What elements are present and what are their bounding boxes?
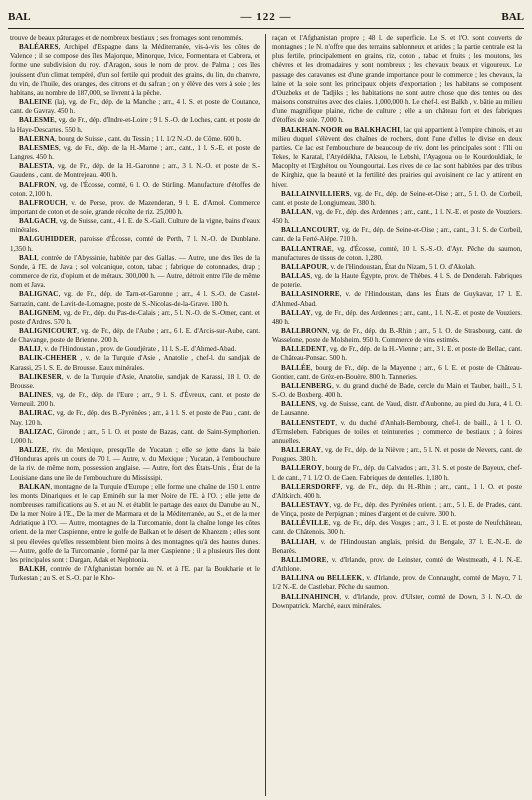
- dictionary-entry: [10, 373, 260, 391]
- entry-text: , vg. de Fr., dép. des B.-Pyrénées ; arr., à 1 l. S. et poste de Pau , cant. de Nay. 120 h.: [10, 409, 260, 427]
- dictionary-entry: [272, 272, 522, 290]
- entry-headword: BALLINAHINCH: [281, 592, 340, 601]
- entry-text: , v. de la Turquie d'Asie , Anatolie , chef-l. du sandjak de Karassi, 25 l. S. E. de Brousse. Eaux minérales.: [10, 354, 260, 372]
- dictionary-entry: [10, 43, 260, 98]
- entry-text: , vg. de Fr., dép. des Ardennes ; arr., cant., 1 l. N.-E. et poste de Vouziers. 480 h.: [272, 308, 522, 326]
- entry-headword: BALIZAC: [19, 427, 53, 436]
- header-left-word: BAL: [8, 11, 31, 23]
- entry-text: , v. d'Irlande, prov. de Connaught, comté de Mayo, 7 l. 1/2 N.-E. de Castlebar. Pêche du saumon.: [272, 574, 522, 592]
- entry-text: , vg. de Fr., dép. de la H.-Vienne ; arr., 3 l. E. et poste de Bellac, cant. de Château-Ponsac. 500 h.: [272, 345, 522, 363]
- entry-text: , montagne de la Turquie d'Europe ; elle forme une chaîne de 150 l. entre les monts Dinariques et le cap Eminéh sur la mer Noire de l'E. à l'O. ; elle jette de nombreuses ramifications au S. et au N. et établit le partage des eaux du Danube au N., De la mer Noire à l'E., De la mer de Marmara et de la Méditerranée, au S., et de la mer Adriatique à l'O. — Autre, montagnes de la Turcomanie, dont la chaîne longe les côtes orient. de la mer Caspienne, entre le golfe de Balkan et le désert de Kharezm ; elles sont si peu élevées qu'elles ressemblent bien moins à des montagnes qu'à des hautes dunes. — Autre, golfe de la Turcomanie , formé par la mer Caspienne ; il a plusieurs îles dont les principales sont : Dargan, Adak et Nephtonia.: [10, 482, 260, 564]
- dictionary-entry: [272, 556, 522, 574]
- entry-text: , v. d'Irlande, prov. de Leinster, comté de Westmeath, 4 l. N.-E. d'Athlone.: [272, 555, 522, 574]
- entry-text: , vg. de Fr., dép. de l'Aube ; arr., 6 l. E. d'Arcis-sur-Aube, cant. de Chavange, poste de Brienne. 200 h.: [10, 327, 260, 345]
- dictionary-entry: [10, 391, 260, 409]
- entry-headword: BALLASINORRE: [281, 290, 340, 299]
- dictionary-entry: [272, 483, 522, 501]
- entry-text: , vg. de Fr., dép. de l'Eure ; arr., 9 l. S. d'Évreux, cant. et poste de Verneuil. 200 h.: [10, 391, 260, 409]
- entry-headword: BALLÉE: [281, 363, 311, 372]
- dictionary-entry: [10, 181, 260, 199]
- entry-text: , riv. du Mexique, presqu'île de Yucatan ; elle se jette dans la baie d'Honduras après un cours de 70 l. — Autre, v. du Mexique ; Yucatan, à l'embouchure de la riv. de même nom, possession anglaise. — Autre, fort des États-Unis , État de la Louisiane dans une île de l'embouchure du Mississipi.: [10, 446, 260, 482]
- dictionary-entry: [272, 538, 522, 556]
- dictionary-entry: [272, 345, 522, 363]
- entry-headword: BALGACH: [19, 217, 57, 226]
- entry-headword: BALLENBERG: [281, 381, 332, 390]
- entry-text: , vg. de Fr., dép. des Vosges ; arr., 3 l. E. et poste de Neufchâteau, cant. de Châtenois. 300 h.: [272, 519, 522, 537]
- entry-text: , v. du grand duché de Bade, cercle du Main et Tauber, baill., 5 l. S.-O. de Boxberg. 400 h.: [272, 381, 522, 400]
- entry-text: , vg. de Fr., dép. de la H.-Marne ; arr., cant., 1 l. S.-E. et poste de Langres. 450 h.: [10, 143, 260, 162]
- dictionary-entry: [10, 98, 260, 116]
- dictionary-entry: [272, 574, 522, 592]
- entry-text: , vg. de Fr., dép. du Pas-de-Calais ; arr., 5 l. N.-O. de S.-Omer, cant. et poste d'Ardres. 570 h.: [10, 308, 260, 326]
- entry-headword: BALLÉVILLE: [281, 519, 329, 528]
- dictionary-entry: [10, 135, 260, 144]
- dictionary-entry: [272, 208, 522, 226]
- entry-text: , vg. de Fr., dép. du H.-Rhin ; arr., cant., 1 l. O. et poste d'Altkirch. 400 h.: [272, 482, 522, 500]
- entry-text: , vg. de Fr., dép. du B.-Rhin ; arr., 5 l. O. de Strasbourg, cant. de Wasselone, poste de Molsheim. 950 h. Commerce de vins estimés.: [272, 327, 522, 345]
- entry-headword: BALESME: [19, 116, 55, 125]
- dictionary-entry: [10, 354, 260, 372]
- entry-text: , v. de l'Hindoustan , prov. de Goudjérate , 11 l. S.-E. d'Ahmed-Abad.: [40, 345, 237, 354]
- dictionary-entry: [272, 263, 522, 272]
- entry-text: , vg. de Fr., dép. des Ardennes ; arr., cant., 1 l. N.-E. et poste de Vouziers. 450 h.: [272, 207, 522, 226]
- entry-headword: BALGUHIDDER: [19, 235, 75, 244]
- entry-text: , contrée de l'Afghanistan bornée au N. et à l'E. par la Boukharie et le Turkestan ; au S. et S.-O. par le Kho-: [10, 565, 260, 583]
- entry-headword: BALLENS: [281, 400, 316, 409]
- entry-headword: BALIGNEM: [19, 308, 60, 317]
- text-columns: [10, 34, 522, 796]
- entry-headword: BALLAINVILLIERS: [281, 189, 350, 198]
- entry-headword: BALLAN: [281, 207, 312, 216]
- entry-headword: BALIZE: [19, 446, 47, 455]
- entry-headword: BALLAPOUR: [281, 262, 328, 271]
- entry-text: , lac qui appartient à l'empire chinois, et au milieu duquel s'élèvent des chaînes de rochers, dont l'une d'elles le divise en deux parties. Ce lac est l'embouchure de beaucoup de riv. dont les principales sont : l'Ili ou Tekes, le Karatal, l'Atyédékha, l'Aksou, le Lebshi, l'Ayagoua ou le Kourdouldiak, le Macoplty et l'Erghétou ou Youngourtai. Les rives de ce lac sont habitées par des tribus de Kirghiz, que la beauté et la fertilité des prairies qui avoisinent ce lac y attirent en hiver.: [272, 125, 522, 189]
- dictionary-entry: [10, 483, 260, 565]
- running-header: [8, 6, 524, 29]
- dictionary-entry: [10, 327, 260, 345]
- dictionary-entry: [10, 116, 260, 134]
- dictionary-entry: [10, 446, 260, 483]
- entry-headword: BALLEROY: [281, 464, 323, 473]
- entry-headword: BALESTA: [19, 162, 53, 171]
- entry-headword: BALFROUCH: [19, 198, 66, 207]
- dictionary-entry: [272, 400, 522, 418]
- entry-headword: BALFRON: [19, 180, 55, 189]
- entry-text: , vg. d'Écosse, comté, 10 l. S.-S.-O. d'Ayr. Pêche du saumon, manufactures de tissus de coton. 1,280.: [272, 244, 522, 262]
- entry-headword: BALLENSTEDT: [281, 418, 336, 427]
- entry-headword: BALERNA: [19, 134, 55, 143]
- dictionary-entry: [10, 565, 260, 583]
- entry-text: , vg. de Fr., dép. de la H.-Garonne ; arr., 3 l. N.-O. et poste de S.-Gaudens , cant. de Montrejeau. 400 h.: [10, 162, 260, 180]
- entry-text: , v. de l'Hindoustan anglais, présid. du Bengale, 37 l. E.-N.-E. de Benarès.: [272, 537, 522, 555]
- entry-text: , v. d'Irlande, prov. d'Ulster, comté de Down, 3 l. N.-O. de Downpatrick. Marché, eaux minérales.: [272, 592, 522, 610]
- entry-headword: BALLESTAVY: [281, 500, 330, 509]
- dictionary-entry: [272, 226, 522, 244]
- entry-text: , bourg de Fr., dép. de la Mayenne ; arr., 6 l. E. et poste de Château-Gontier, cant. de Grèz-en-Bouère. 800 h. Tanneries.: [272, 363, 522, 381]
- entry-text: , vg. de Fr., dép. de Seine-et-Oise ; arr., 5 l. O. de Corbeil, cant. et poste de Longjumeau. 380 h.: [272, 189, 522, 207]
- entry-headword: BALLERAY: [281, 446, 322, 455]
- dictionary-entry: [10, 345, 260, 354]
- dictionary-entry: [272, 245, 522, 263]
- entry-text: , bourg de Suisse , cant. du Tessin ; 1 l. 1/2 N.-O. de Côme. 600 h.: [54, 134, 242, 143]
- dictionary-entry: [272, 382, 522, 400]
- entry-text: , paroisse d'Écosse, comté de Perth, 7 l. N.-O. de Dunblane. 1,350 h.: [10, 235, 260, 253]
- entry-text: , v. de Perse, prov. de Mazenderan, 9 l. E. d'Amol. Commerce important de coton et de soie, grande récolte de riz. 25,000 h.: [10, 198, 260, 216]
- dictionary-entry: [272, 126, 522, 190]
- dictionary-entry: [10, 428, 260, 446]
- entry-text: , v. de l'Hindoustan, État du Nizam, 5 l. O. d'Akolah.: [327, 262, 476, 271]
- page-number: — 122 —: [240, 11, 292, 23]
- dictionary-entry: [272, 501, 522, 519]
- dictionary-entry: [272, 290, 522, 308]
- entry-headword: BALIRAC: [19, 409, 53, 418]
- entry-headword: BALLINA ou BELLEEK: [281, 574, 363, 583]
- entry-text: , vg. de Fr., dép. de Seine-et-Oise ; arr., cant., 3 l. S. de Corbeil, cant. de la Ferté-Alépe. 710 h.: [272, 226, 522, 244]
- dictionary-entry: [10, 254, 260, 291]
- entry-headword: BALKHAN-NOOR ou BALKHACHI: [281, 125, 401, 134]
- dictionary-entry: [272, 309, 522, 327]
- entry-headword: BALLIMORE: [281, 555, 327, 564]
- dictionary-entry: [10, 34, 260, 43]
- entry-headword: BALIGNAC: [19, 290, 59, 299]
- dictionary-entry: [272, 464, 522, 482]
- entry-headword: BALÉARES: [19, 43, 59, 52]
- dictionary-entry: [272, 446, 522, 464]
- entry-headword: BALIJ: [19, 345, 41, 354]
- dictionary-entry: [272, 593, 522, 611]
- left-column: [10, 34, 266, 796]
- entry-headword: BALLERSDORFF: [281, 482, 341, 491]
- entry-headword: BALIK-CHEHER: [19, 354, 78, 363]
- entry-text: (la), vg. de Fr., dép. de la Manche ; arr., 4 l. S. et poste de Coutance, cant. de Gavray. 450 h.: [10, 98, 260, 116]
- entry-text: , vg. de Fr., dép. d'Indre-et-Loire ; 9 l. S.-O. de Loches, cant. et poste de la Haye-Descartes. 550 h.: [10, 116, 260, 134]
- entry-headword: BALLEDENT: [281, 345, 327, 354]
- dictionary-entry: [272, 519, 522, 537]
- dictionary-entry: [10, 409, 260, 427]
- dictionary-entry: [10, 235, 260, 253]
- entry-text: , vg. de la Haute Égypte, prov. de Thèbes. 4 l. S. de Denderah. Fabriques de poterie.: [272, 272, 522, 290]
- entry-headword: BALI: [19, 253, 38, 262]
- entry-text: , v. de la Turquie d'Asie, Anatolie, sandjak de Karassi, 18 l. O. de Brousse.: [10, 372, 260, 390]
- dictionary-entry: [272, 419, 522, 446]
- dictionary-entry: [272, 364, 522, 382]
- entry-headword: BALINES: [19, 391, 52, 400]
- entry-text: , vg. de Suisse, cant., 4 l. E. de S.-Gall. Culture de la vigne, bains d'eaux minérales.: [10, 217, 260, 235]
- entry-text: , Gironde ; arr., 5 l. O. et poste de Bazas, cant. de Saint-Symphorien. 1,000 h.: [10, 427, 260, 445]
- right-column: [272, 34, 522, 796]
- dictionary-entry: [272, 190, 522, 208]
- entry-text: , bourg de Fr., dép. du Calvados ; arr., 3 l. S. et poste de Bayeux, chef-l. de cant., 7 l. 1/2 O. de Caen. Fabriques de dentelles. 1,180 h.: [272, 464, 522, 482]
- dictionary-entry: [10, 144, 260, 162]
- entry-text: , vg. de Fr., dép. de Tarn-et-Garonne ; arr., 4 l. S.-O. de Castel-Sarrazin, cant. de Lavit-de-Lomagne, poste de S.-Nicolas-de-la-Grave. 180 h.: [10, 290, 260, 308]
- entry-headword: BALEINE: [19, 98, 53, 107]
- dictionary-entry: [10, 309, 260, 327]
- entry-text: , vg. de Suisse, cant. de Vaud, distr. d'Aubonne, au pied du Jura, 4 l. O. de Lausanne.: [272, 400, 522, 418]
- entry-headword: BALKAN: [19, 482, 51, 491]
- entry-text: , vg. de l'Écosse, comté, 6 l. O. de Stirling. Manufacture d'étoffes de coton. 2,100 h.: [10, 180, 260, 198]
- entry-text: , v. de l'Hindoustan, dans les États de Guykavar, 17 l. E. d'Ahmed-Abad.: [272, 290, 522, 308]
- entry-headword: BALIKESER: [19, 372, 62, 381]
- entry-text: , vg. de Fr., dép. de la Nièvre ; arr., 5 l. N. et poste de Nevers, cant. de Pougues. 380 h.: [272, 446, 522, 464]
- entry-headword: BALLAS: [281, 272, 311, 281]
- entry-text: trouve de beaux pâturages et de nombreux bestiaux ; ses fromages sont renommés.: [10, 34, 244, 42]
- entry-headword: BALLANTRAE: [281, 244, 332, 253]
- entry-text: , Archipel d'Espagne dans la Méditerranée, vis-à-vis les côtes de Valence ; il se compose des îles Majorque, Minorque, Ivice, Formentara et Cabrera, et forme une subdivision du roy. d'Aragon, sous le nom de prov. de Palma ; ces îles jouissent d'un climat tempéré, d'un sol fertile qui produit des grains, du lin, du chanvre, du vin, de l'huile, des oranges, des citrons et du safran ; on y élève des vers à soie ; les habitans, au nombre de 187,000, se livrent à la pêche.: [10, 43, 260, 97]
- entry-headword: BALESMES: [19, 143, 59, 152]
- entry-text: , vg. de Fr., dép. des Pyrénées orient. ; arr., 5 l. E. de Prades, cant. de Vinça, poste de Perpignan ; mines d'argent et de cuivre. 300 h.: [272, 500, 522, 519]
- entry-headword: BALLBRONN: [281, 327, 328, 335]
- dictionary-entry: [272, 327, 522, 345]
- entry-headword: BALKH: [19, 565, 46, 574]
- dictionary-entry: [10, 290, 260, 308]
- entry-headword: BALLAY: [281, 308, 311, 317]
- entry-headword: BALLANCOURT: [281, 226, 338, 235]
- entry-headword: BALIGNICOURT: [19, 327, 78, 335]
- dictionary-entry: [10, 162, 260, 180]
- dictionary-entry: [10, 217, 260, 235]
- entry-text: raçan et l'Afghanistan propre ; 48 l. de superficie. Le S. et l'O. sont couverts de montagnes ; le N. n'offre que des terrains sablonneux et arides ; la partie centrale est la plus fertile, principalement en grains, riz, coton , tabac et fruits ; les moutons, les chèvres et les dromadaires y sont nombreux ; les chevaux beaux et vigoureux. Le passage des caravanes est d'une grande importance pour le commerce ; les chevaux, la laine et la soie sont les principaux objets d'exportation ; les habitans se composent d'Ouzbeks et de Tadjiks ; les habitations ne sont autre chose que des tentes ou des maisons construites avec des claies. 1,000,000 h. Le chef-l. est Balkh , v. bâtie au milieu d'une magnifique plaine, riche de culture ; elle a un château fort et des fabriques d'étoffes de soie. 7,000 h.: [272, 34, 522, 125]
- dictionary-entry: [272, 34, 522, 126]
- dictionary-entry: [10, 199, 260, 217]
- entry-text: , v. du duché d'Anhalt-Bernbourg, chef-l. de baill., à 1 l. O. d'Ermsleben. Fabriques de toiles et teintureries ; commerce de bestiaux ; à foires annuelles.: [272, 418, 522, 445]
- entry-headword: BALLIAH: [281, 537, 315, 546]
- header-right-word: BAL: [501, 11, 524, 23]
- entry-text: , contrée de l'Abyssinie, habitée par des Gallas. — Autre, une des îles de la Sonde, à l'E. de Java ; sol volcanique, coton, tabac ; fabrique de cotonnades, drap ; commerce de riz, d'opium et de métaux. 300,000 h. — Autre, détroit entre l'île de même nom et Java.: [10, 253, 260, 290]
